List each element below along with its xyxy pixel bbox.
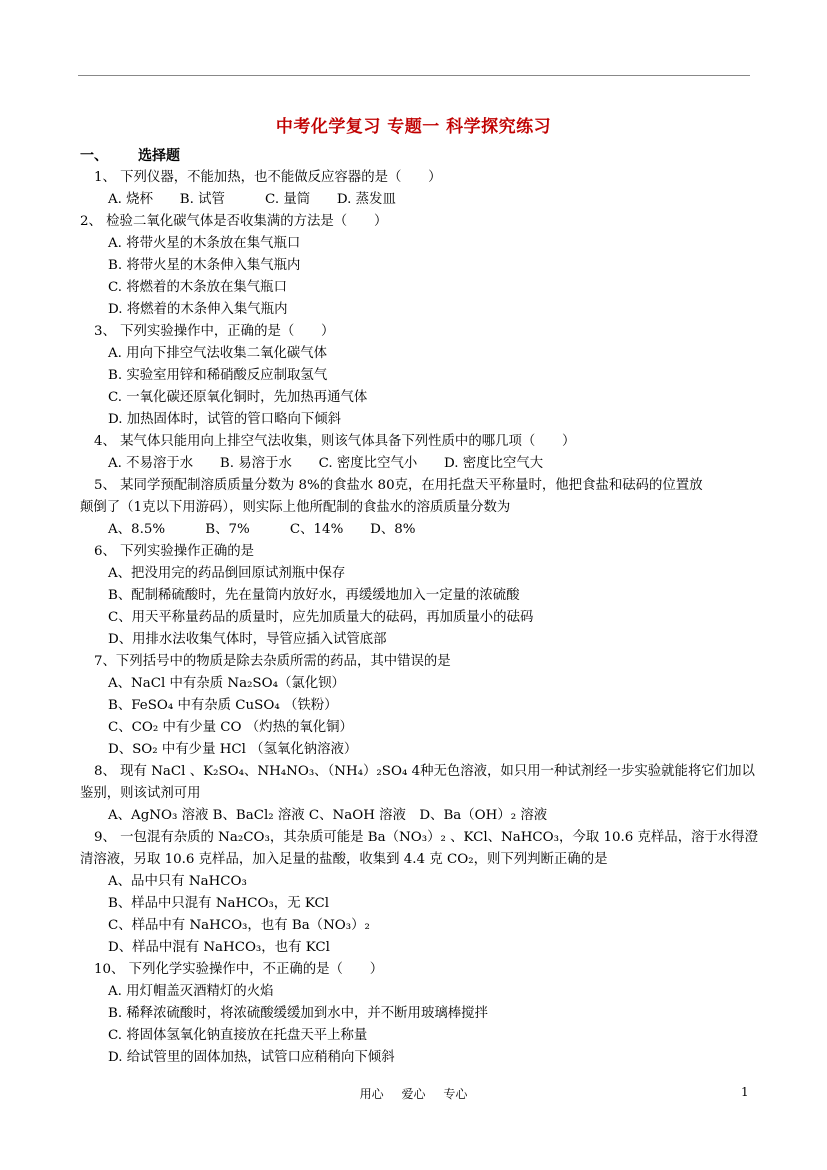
text-line: 6、 下列实验操作正确的是 (94, 544, 255, 559)
text-line: B、FeSO₄ 中有杂质 CuSO₄ （铁粉） (108, 698, 338, 713)
text-line: 9、 一包混有杂质的 Na₂CO₃，其杂质可能是 Ba（NO₃）₂ 、KCl、NaHCO₃，今取 10.6 克样品，溶于水得澄 (94, 830, 759, 845)
text-line: D. 加热固体时，试管的管口略向下倾斜 (108, 412, 342, 427)
text-line: D、用排水法收集气体时，导管应插入试管底部 (108, 632, 387, 647)
text-line: B. 实验室用锌和稀硝酸反应制取氢气 (108, 368, 328, 383)
section-number: 一、 (80, 148, 108, 164)
text-line: A、品中只有 NaHCO₃ (108, 874, 247, 889)
text-line: 2、 检验二氧化碳气体是否收集满的方法是（ ） (80, 214, 388, 229)
text-line: B. 将带火星的木条伸入集气瓶内 (108, 258, 301, 273)
text-line: A、AgNO₃ 溶液 B、BaCl₂ 溶液 C、NaOH 溶液 D、Ba（OH）₂ 溶液 (108, 808, 548, 823)
text-line: C、CO₂ 中有少量 CO （灼热的氧化铜） (108, 720, 353, 735)
section-label: 选择题 (138, 148, 180, 164)
text-line: 颠倒了（1克以下用游码），则实际上他所配制的食盐水的溶质质量分数为 (80, 500, 511, 515)
text-line: D. 给试管里的固体加热，试管口应稍稍向下倾斜 (108, 1050, 395, 1065)
text-line: A. 不易溶于水 B. 易溶于水 C. 密度比空气小 D. 密度比空气大 (108, 456, 544, 471)
header-rule (78, 75, 750, 76)
text-line: B、配制稀硫酸时，先在量筒内放好水，再缓缓地加入一定量的浓硫酸 (108, 588, 520, 603)
text-line: 鉴别，则该试剂可用 (80, 786, 201, 801)
text-line: A. 用向下排空气法收集二氧化碳气体 (108, 346, 328, 361)
footer-word: 专心 (443, 1087, 468, 1101)
text-line: C、样品中有 NaHCO₃，也有 Ba（NO₃）₂ (108, 918, 370, 933)
footer-word: 爱心 (401, 1087, 426, 1101)
section-heading (80, 145, 180, 165)
text-line: 8、 现有 NaCl 、K₂SO₄、NH₄NO₃、（NH₄）₂SO₄ 4种无色溶液，如只用一种试剂经一步实验就能将它们加以 (94, 764, 755, 779)
text-line: 5、 某同学预配制溶质质量分数为 8%的食盐水 80克，在用托盘天平称量时，他把食盐和砝码的位置放 (94, 478, 703, 493)
footer-word: 用心 (359, 1087, 384, 1101)
page-title: 中考化学复习 专题一 科学探究练习 (275, 117, 552, 137)
text-line: C、用天平称量药品的质量时，应先加质量大的砝码，再加质量小的砝码 (108, 610, 534, 625)
text-line: C. 将固体氢氧化钠直接放在托盘天平上称量 (108, 1028, 368, 1043)
text-line: B、样品中只混有 NaHCO₃，无 KCl (108, 896, 330, 911)
text-line: 1、 下列仪器，不能加热，也不能做反应容器的是（ ） (94, 170, 442, 185)
text-line: A. 将带火星的木条放在集气瓶口 (108, 236, 301, 251)
text-line: D. 将燃着的木条伸入集气瓶内 (108, 302, 288, 317)
text-line: A. 烧杯 B. 试管 C. 量筒 D. 蒸发皿 (108, 192, 396, 207)
text-line: B. 稀释浓硫酸时，将浓硫酸缓缓加到水中，并不断用玻璃棒搅拌 (108, 1006, 488, 1021)
text-line: 清溶液，另取 10.6 克样品，加入足量的盐酸，收集到 4.4 克 CO₂，则下列判断正确的是 (80, 852, 608, 867)
text-line: C. 将燃着的木条放在集气瓶口 (108, 280, 287, 295)
text-line: A、NaCl 中有杂质 Na₂SO₄（氯化钡） (108, 676, 345, 691)
text-line: D、SO₂ 中有少量 HCl （氢氧化钠溶液） (108, 742, 358, 757)
page-number: 1 (741, 1085, 749, 1099)
text-line: A. 用灯帽盖灭酒精灯的火焰 (108, 984, 274, 999)
text-line: 4、 某气体只能用向上排空气法收集，则该气体具备下列性质中的哪几项（ ） (94, 434, 576, 449)
text-line: D、样品中混有 NaHCO₃，也有 KCl (108, 940, 330, 955)
text-line: A、8.5% B、7% C、14% D、8% (108, 522, 416, 537)
footer-motto (0, 1085, 827, 1102)
text-line: 10、 下列化学实验操作中，不正确的是（ ） (94, 962, 384, 977)
text-line: 3、 下列实验操作中，正确的是（ ） (94, 324, 335, 339)
text-line: A、把没用完的药品倒回原试剂瓶中保存 (108, 566, 346, 581)
text-line: C. 一氧化碳还原氧化铜时，先加热再通气体 (108, 390, 368, 405)
text-line: 7、下列括号中的物质是除去杂质所需的药品，其中错误的是 (94, 654, 451, 669)
